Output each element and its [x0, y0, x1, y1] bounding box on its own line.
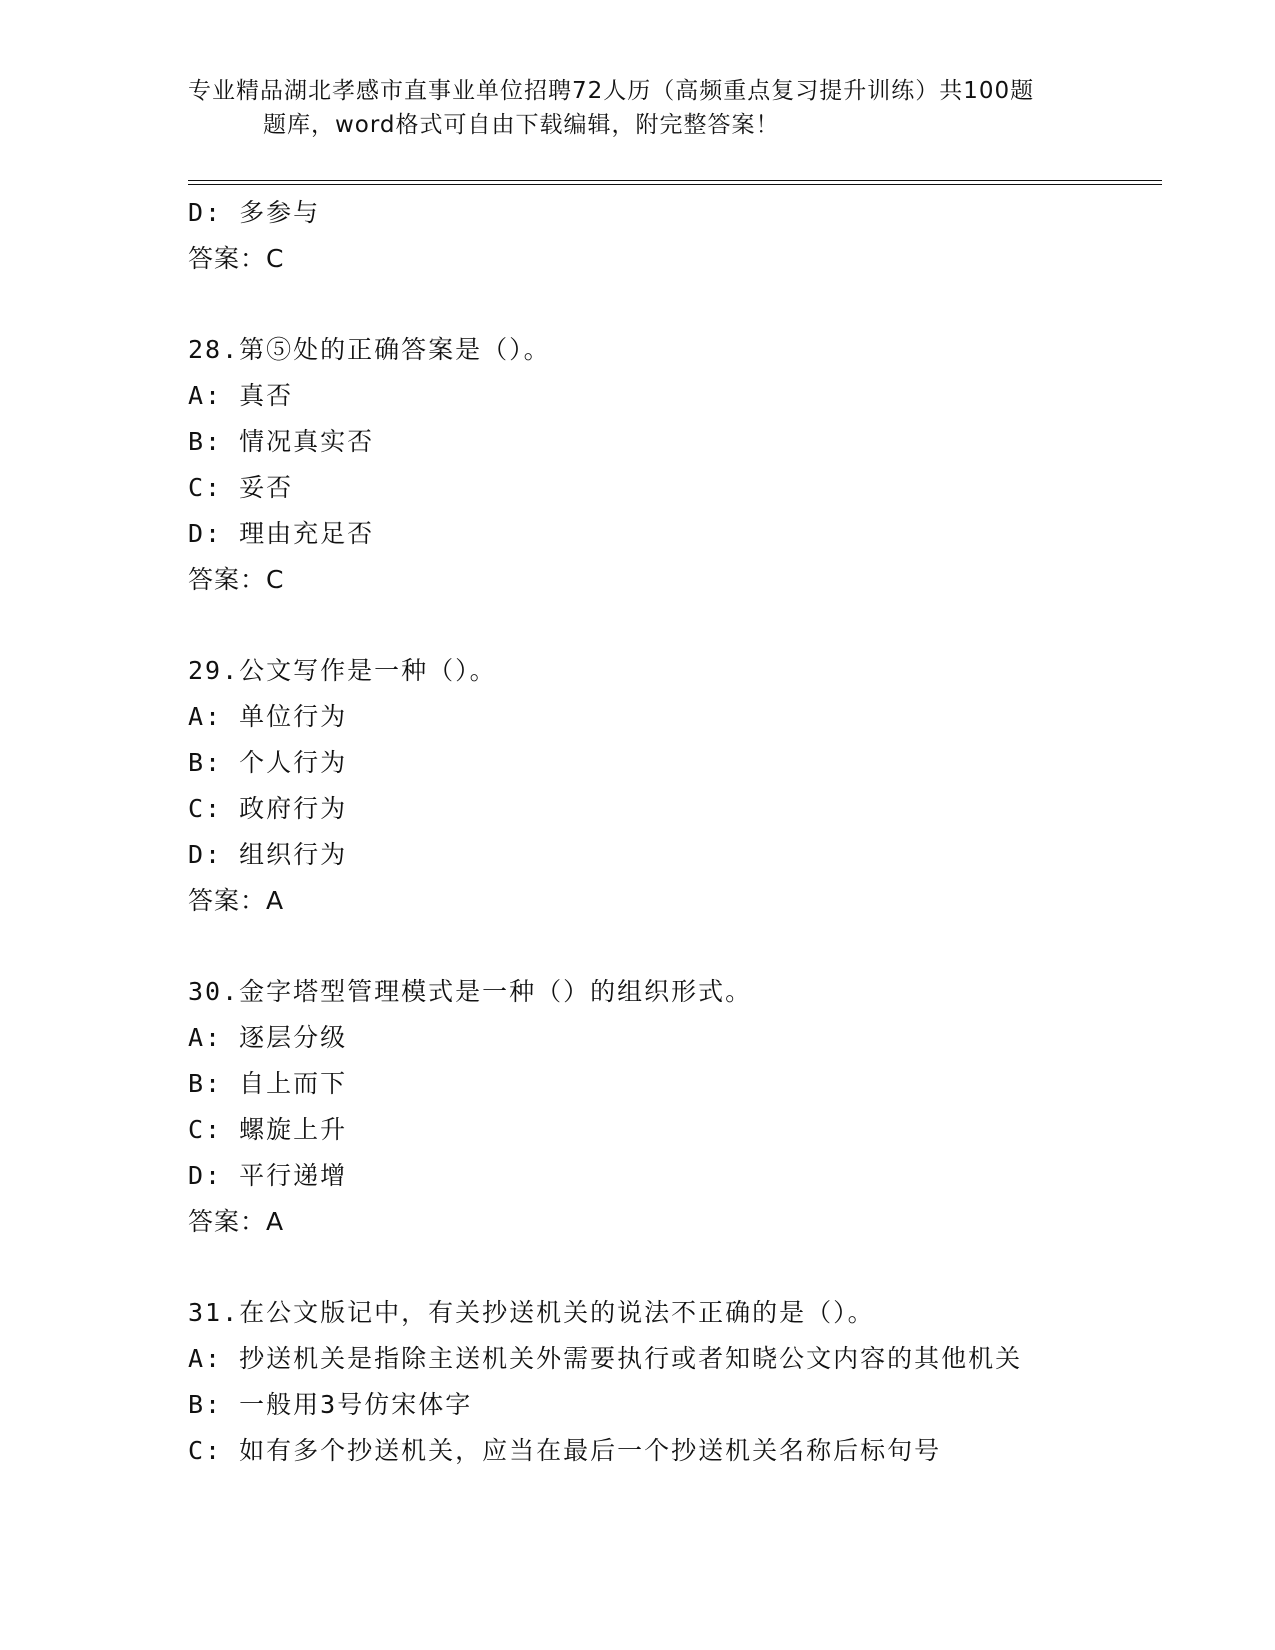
option-d: D: 多参与	[188, 198, 321, 227]
option-b: B: 个人行为	[188, 748, 348, 777]
header-divider-top	[188, 180, 1162, 181]
option-d: D: 平行递增	[188, 1161, 348, 1190]
answer: 答案：A	[188, 886, 285, 915]
question-fragment	[188, 190, 1162, 282]
option-c: C: 妥否	[188, 473, 294, 502]
option-d: D: 理由充足否	[188, 519, 375, 548]
question-list	[188, 190, 1162, 1474]
question-stem: 30.金字塔型管理模式是一种（）的组织形式。	[188, 977, 753, 1006]
option-b: B: 自上而下	[188, 1069, 348, 1098]
option-c: C: 如有多个抄送机关，应当在最后一个抄送机关名称后标句号	[188, 1436, 942, 1465]
question-stem: 29.公文写作是一种（）。	[188, 656, 497, 685]
question-stem: 28.第⑤处的正确答案是（）。	[188, 335, 551, 364]
option-c: C: 政府行为	[188, 794, 348, 823]
question-30	[188, 969, 1162, 1245]
question-stem: 31.在公文版记中，有关抄送机关的说法不正确的是（）。	[188, 1298, 875, 1327]
question-31	[188, 1290, 1162, 1474]
option-a: A: 逐层分级	[188, 1023, 348, 1052]
answer: 答案：A	[188, 1207, 285, 1236]
option-b: B: 情况真实否	[188, 427, 375, 456]
option-a: A: 真否	[188, 381, 294, 410]
page-header	[188, 74, 1088, 142]
answer: 答案：C	[188, 565, 285, 594]
header-title-line-2: 题库，word格式可自由下载编辑，附完整答案！	[263, 112, 780, 138]
option-c: C: 螺旋上升	[188, 1115, 348, 1144]
option-b: B: 一般用3号仿宋体字	[188, 1390, 473, 1419]
option-a: A: 单位行为	[188, 702, 348, 731]
question-29	[188, 648, 1162, 924]
option-d: D: 组织行为	[188, 840, 348, 869]
header-divider-bottom	[188, 184, 1162, 185]
header-title-line-1: 专业精品湖北孝感市直事业单位招聘72人历（高频重点复习提升训练）共100题	[188, 78, 1035, 104]
answer: 答案：C	[188, 244, 285, 273]
option-a: A: 抄送机关是指除主送机关外需要执行或者知晓公文内容的其他机关	[188, 1344, 1023, 1373]
question-28	[188, 327, 1162, 603]
